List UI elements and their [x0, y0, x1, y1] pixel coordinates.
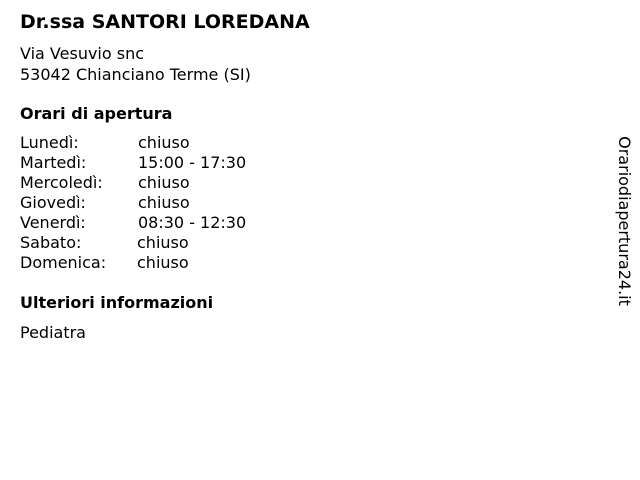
- page-title: Dr.ssa SANTORI LOREDANA: [20, 11, 310, 33]
- day-label: Lunedì:: [20, 133, 79, 152]
- street-address: Via Vesuvio snc: [20, 44, 145, 63]
- day-label: Mercoledì:: [20, 173, 103, 192]
- day-label: Sabato:: [20, 233, 82, 252]
- hours-value: chiuso: [137, 233, 189, 252]
- site-watermark: Orariodiapertura24.it: [615, 136, 634, 306]
- additional-info-heading: Ulteriori informazioni: [20, 293, 214, 312]
- hours-value: chiuso: [138, 133, 190, 152]
- hours-value: 15:00 - 17:30: [138, 153, 247, 172]
- hours-value: chiuso: [138, 193, 190, 212]
- day-label: Martedì:: [20, 153, 87, 172]
- day-label: Venerdì:: [20, 213, 86, 232]
- opening-hours-heading: Orari di apertura: [20, 104, 173, 123]
- hours-value: chiuso: [137, 253, 189, 272]
- address-block: [20, 43, 251, 85]
- city-address: 53042 Chianciano Terme (SI): [20, 65, 251, 84]
- day-label: Giovedì:: [20, 193, 86, 212]
- day-label: Domenica:: [20, 253, 107, 272]
- practice-category: Pediatra: [20, 323, 86, 342]
- hours-value: 08:30 - 12:30: [138, 213, 247, 232]
- hours-value: chiuso: [138, 173, 190, 192]
